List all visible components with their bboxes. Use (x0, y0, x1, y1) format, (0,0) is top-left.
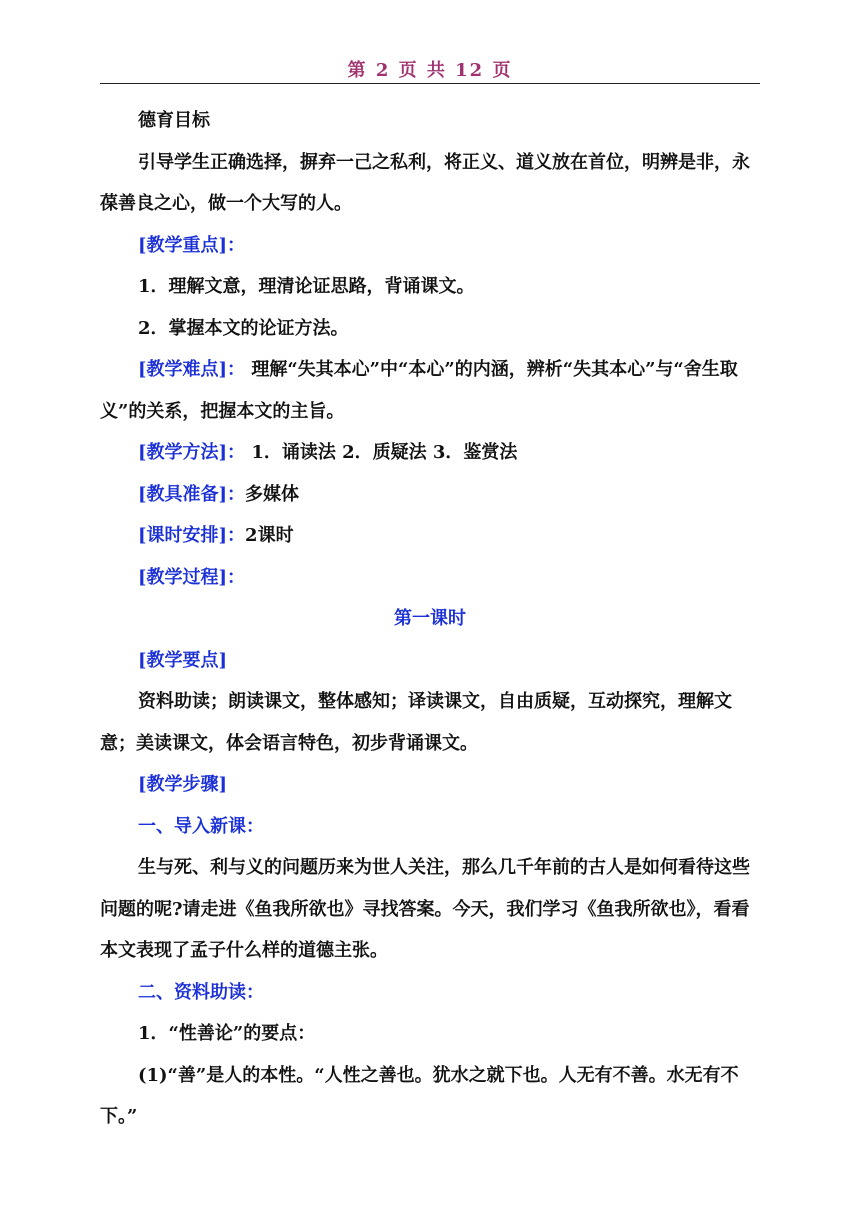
header-rule (100, 83, 760, 84)
steps-label: [教学步骤] (138, 774, 228, 795)
tools-label: [教具准备]： (138, 483, 246, 505)
section-2-title: 二、资料助读： (138, 981, 264, 1003)
difficulty-paragraph (100, 349, 760, 432)
method-paragraph (100, 432, 760, 474)
lesson-title: 第一课时 (394, 608, 466, 629)
schedule-text: 2课时 (245, 525, 294, 546)
point-1-title: 1．“性善论”的要点： (138, 1023, 316, 1044)
tools-text: 多媒体 (245, 483, 300, 505)
document-body (100, 100, 760, 1138)
method-text: 1．诵读法 2．质疑法 3．鉴赏法 (245, 442, 518, 463)
tools-paragraph (100, 474, 760, 516)
moral-goal-title: 德育目标 (138, 110, 210, 131)
essentials-label: [教学要点] (138, 649, 228, 671)
process-label: [教学过程]： (138, 566, 246, 588)
difficulty-text: 理解“失其本心”中“本心”的内涵，辨析“失其本心”与“舍生取义”的关系，把握本文的主旨。 (100, 359, 738, 422)
schedule-label: [课时安排]： (138, 525, 246, 546)
difficulty-label: [教学难点]： (138, 359, 246, 380)
moral-goal-text: 引导学生正确选择，摒弃一己之私利，将正义、道义放在首位，明辨是非，永葆善良之心，做一个大写的人。 (100, 151, 750, 214)
key-points-label: [教学重点]： (138, 234, 246, 256)
essentials-text: 资料助读；朗读课文，整体感知；译读课文，自由质疑，互动探究，理解文意；美读课文，体会语言特色，初步背诵课文。 (100, 691, 732, 754)
key-point-2: 2．掌握本文的论证方法。 (138, 317, 349, 339)
schedule-paragraph (100, 515, 760, 557)
page-indicator: 第 2 页 共 12 页 (347, 60, 513, 81)
key-point-1: 1．理解文意，理清论证思路，背诵课文。 (138, 276, 475, 297)
section-1-title: 一、导入新课： (138, 815, 264, 837)
method-label: [教学方法]： (138, 442, 246, 463)
point-1-sub: (1)“善”是人的本性。“人性之善也。犹水之就下也。人无有不善。水无有不下。” (100, 1064, 739, 1127)
section-1-text: 生与死、利与义的问题历来为世人关注，那么几千年前的古人是如何看待这些问题的呢?请走进《鱼我所欲也》寻找答案。今天，我们学习《鱼我所欲也》，看看本文表现了孟子什么样的道德主张。 (100, 857, 750, 961)
